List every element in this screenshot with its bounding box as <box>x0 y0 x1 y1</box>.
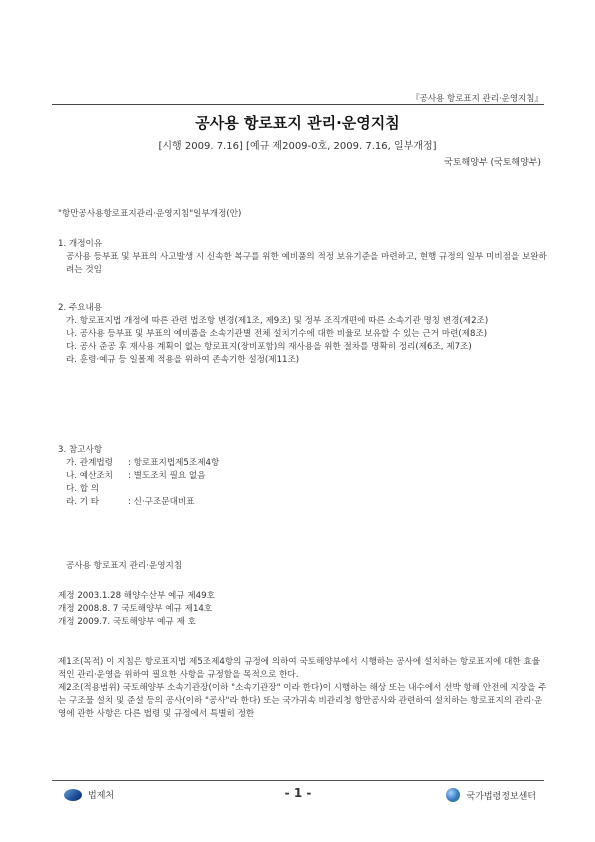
list-item: 다. 합 의 <box>66 484 100 494</box>
list-item: 나. 공사용 등부표 및 부표의 예비품을 소속기관별 전체 설치기수에 대한 비율로 보유할 수 있는 근거 마련(제8조) <box>66 329 488 339</box>
globe-icon <box>446 788 460 802</box>
history-line: 제정 2003.1.28 해양수산부 예규 제49호 <box>58 591 215 601</box>
header-rule <box>52 104 544 105</box>
list-item: 라. 훈령·예규 등 일몰제 적용을 위하여 존속기한 설정(제11조) <box>66 355 300 365</box>
page-number: - 1 - <box>284 786 312 800</box>
article-2: 제2조(적용범위) 국토해양부 소속기관장(이하 "소속기관장" 이라 한다)이 시행하는 해상 또는 내수에서 선박 항해 안전에 지장을 주는 구조물 설치 및 준설 등의 공사(이하 "공사"라 한다) 또는 국가귀속 비관리청 항만공사와 관련하여 설치하는 항로표지의 관리·운영에 관한 사항은 다른 법령 및 규정에서 특별히 정한 <box>58 683 547 719</box>
article-1: 제1조(목적) 이 지침은 항로표지법 제5조제4항의 규정에 의하여 국토해양부에서 시행하는 공사에 설치하는 항로표지에 대한 효율적인 관리·운영을 위하여 필요한 사항을 규정함을 목적으로 한다. <box>58 657 541 680</box>
enforcement-info: [시행 2009. 7.16] [예규 제2009-0호, 2009. 7.16, 일부개정] <box>158 141 437 152</box>
list-item: 가. 항로표지법 개정에 따른 관련 법조항 변경(제1조, 제9조) 및 정부 조직개편에 따른 소속기관 명칭 변경(제2조) <box>66 316 489 326</box>
section-main-content <box>58 302 548 367</box>
history-line: 개정 2008.8. 7 국토해양부 예규 제14호 <box>58 604 213 614</box>
amendment-heading: "항만공사용항로표지관리·운영지침"일부개정(안) <box>58 209 242 219</box>
regulation-title: 공사용 항로표지 관리·운영지침 <box>66 561 183 571</box>
header-tag: 『공사용 항로표지 관리·운영지침』 <box>411 94 543 104</box>
list-item: 가. 관계법령 : 항로표지법제5조제4항 <box>66 458 220 468</box>
section-text: 공사용 등부표 및 부표의 사고발생 시 신속한 복구를 위한 예비품의 적정 보유기준을 마련하고, 현행 규정의 일부 미비점을 보완하려는 것임 <box>66 252 547 275</box>
section-references <box>58 444 548 509</box>
section-title: 1. 개정이유 <box>58 239 103 249</box>
page-footer <box>52 784 544 808</box>
list-item: 나. 예산조치 : 별도조치 필요 없음 <box>66 471 206 481</box>
section-title: 3. 참고사항 <box>58 445 103 455</box>
regulation-history <box>58 590 548 629</box>
footer-rule <box>52 780 544 781</box>
footer-right-label: 국가법령정보센터 <box>466 791 536 802</box>
regulation-articles <box>58 656 548 721</box>
section-reason <box>58 238 548 277</box>
footer-right <box>446 788 536 802</box>
history-line: 개정 2009.7. 국토해양부 예규 제 호 <box>58 617 196 627</box>
document-title: 공사용 항로표지 관리·운영지침 <box>195 114 400 132</box>
section-title: 2. 주요내용 <box>58 303 103 313</box>
agency-name: 국토해양부 (국토해양부) <box>444 158 541 168</box>
list-item: 다. 공사 준공 후 재사용 계획이 없는 항로표지(장비포함)의 재사용을 위한 절차를 명확히 정리(제6조, 제7조) <box>66 342 472 352</box>
list-item: 라. 기 타 : 신·구조문대비표 <box>66 497 195 507</box>
footer-left-label: 법제처 <box>88 791 115 801</box>
